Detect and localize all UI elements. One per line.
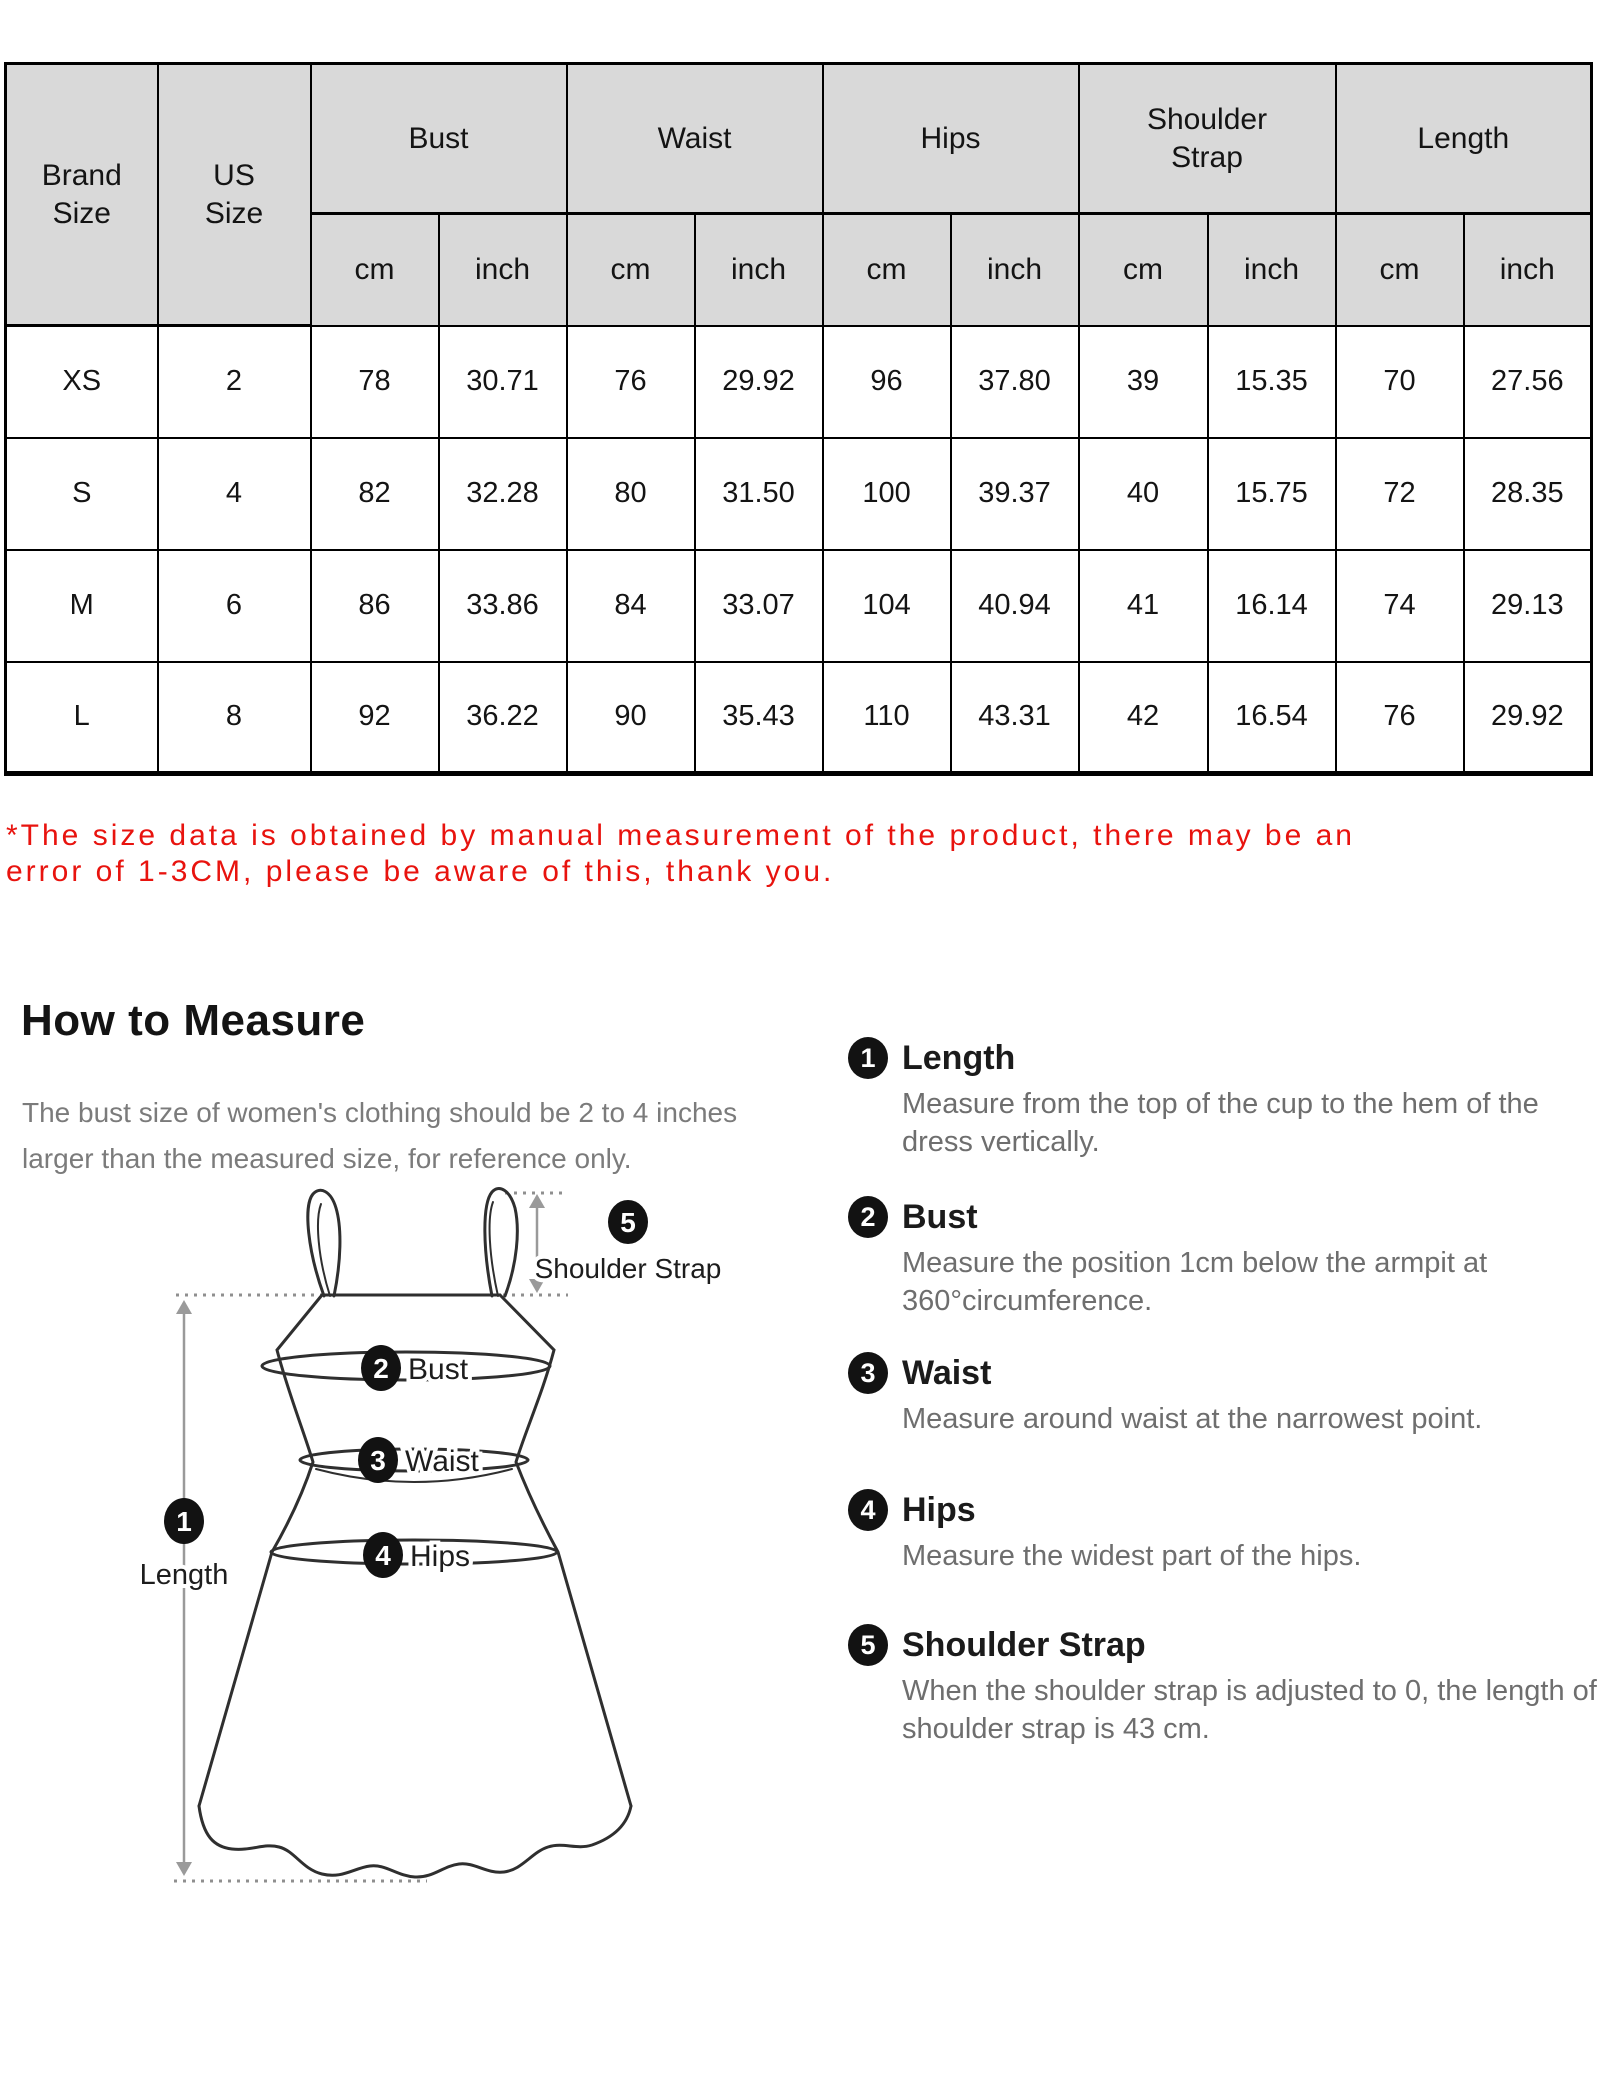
- svg-text:Bust: Bust: [408, 1353, 469, 1386]
- column-header-hips: Hips: [823, 64, 1079, 214]
- table-cell: 27.56: [1464, 326, 1592, 438]
- table-cell: 84: [567, 550, 695, 662]
- unit-header-cm: cm: [1079, 214, 1208, 326]
- table-cell: 100: [823, 438, 951, 550]
- table-cell: M: [6, 550, 158, 662]
- svg-text:Hips: Hips: [410, 1540, 471, 1573]
- table-cell: 92: [311, 662, 439, 774]
- table-cell: 43.31: [951, 662, 1079, 774]
- table-cell: 32.28: [439, 438, 567, 550]
- table-cell: 39.37: [951, 438, 1079, 550]
- table-cell: 31.50: [695, 438, 823, 550]
- column-header-length: Length: [1336, 64, 1592, 214]
- table-cell: L: [6, 662, 158, 774]
- measure-item-header: [848, 1195, 1600, 1239]
- measure-item-title: Hips: [902, 1490, 976, 1529]
- dress-strap-left: [308, 1190, 340, 1296]
- svg-text:3: 3: [370, 1445, 386, 1476]
- measure-item-hips: [848, 1488, 1600, 1575]
- measure-item-description: When the shoulder strap is adjusted to 0, the length of shoulder strap is 43 cm.: [902, 1675, 1597, 1745]
- column-header-brand-size: Brand Size: [6, 64, 158, 326]
- diagram-label-shoulder-strap: [535, 1200, 722, 1284]
- table-cell: 90: [567, 662, 695, 774]
- svg-text:Length: Length: [139, 1559, 229, 1591]
- measure-item-header: [848, 1036, 1600, 1080]
- table-cell: 76: [1336, 662, 1464, 774]
- svg-text:Waist: Waist: [405, 1445, 479, 1478]
- measure-item-description: Measure around waist at the narrowest point.: [902, 1403, 1483, 1435]
- table-cell: 29.92: [1464, 662, 1592, 774]
- measure-item-bust: [848, 1195, 1600, 1320]
- table-cell: 36.22: [439, 662, 567, 774]
- table-row-m: [6, 550, 1592, 662]
- table-cell: 16.14: [1208, 550, 1336, 662]
- table-cell: 33.86: [439, 550, 567, 662]
- table-header-row: [6, 64, 1592, 214]
- size-table: [4, 62, 1593, 776]
- table-cell: 110: [823, 662, 951, 774]
- svg-text:4: 4: [375, 1540, 391, 1571]
- table-cell: 72: [1336, 438, 1464, 550]
- measure-item-length: [848, 1036, 1600, 1161]
- measure-item-description: Measure the position 1cm below the armpit at 360°circumference.: [902, 1247, 1488, 1317]
- table-cell: 39: [1079, 326, 1208, 438]
- table-cell: 28.35: [1464, 438, 1592, 550]
- measure-item-header: [848, 1351, 1600, 1395]
- table-cell: 6: [158, 550, 311, 662]
- table-cell: 82: [311, 438, 439, 550]
- table-cell: 104: [823, 550, 951, 662]
- column-header-bust: Bust: [311, 64, 567, 214]
- measure-item-shoulder-strap: [848, 1623, 1600, 1748]
- measure-item-waist: [848, 1351, 1600, 1438]
- table-cell: 42: [1079, 662, 1208, 774]
- table-cell: 16.54: [1208, 662, 1336, 774]
- table-cell: 30.71: [439, 326, 567, 438]
- measure-item-header: [848, 1623, 1600, 1667]
- table-cell: 40: [1079, 438, 1208, 550]
- unit-header-cm: cm: [567, 214, 695, 326]
- table-cell: 15.75: [1208, 438, 1336, 550]
- step-number-badge: 1: [848, 1037, 888, 1079]
- how-to-measure-intro: The bust size of women's clothing should be 2 to 4 inches larger than the measured size, for reference only.: [22, 1097, 738, 1174]
- measure-item-title: Bust: [902, 1197, 978, 1236]
- table-cell: 35.43: [695, 662, 823, 774]
- table-cell: S: [6, 438, 158, 550]
- table-cell: 40.94: [951, 550, 1079, 662]
- column-header-shoulder-strap: Shoulder Strap: [1079, 64, 1336, 214]
- unit-header-inch: inch: [951, 214, 1079, 326]
- table-cell: 15.35: [1208, 326, 1336, 438]
- step-number-badge: 3: [848, 1352, 888, 1394]
- measure-item-title: Waist: [902, 1353, 992, 1392]
- table-cell: 74: [1336, 550, 1464, 662]
- unit-header-inch: inch: [1464, 214, 1592, 326]
- measure-item-description: Measure from the top of the cup to the hem of the dress vertically.: [902, 1088, 1539, 1158]
- table-cell: 29.92: [695, 326, 823, 438]
- table-cell: 8: [158, 662, 311, 774]
- table-cell: 4: [158, 438, 311, 550]
- table-row-l: [6, 662, 1592, 774]
- unit-header-cm: cm: [1336, 214, 1464, 326]
- measure-item-description: Measure the widest part of the hips.: [902, 1540, 1362, 1572]
- measurement-disclaimer: [6, 818, 1566, 890]
- measure-item-title: Length: [902, 1038, 1016, 1077]
- dress-measurement-diagram: [0, 1150, 800, 1940]
- svg-text:1: 1: [176, 1506, 192, 1537]
- size-table-section: [4, 62, 1590, 776]
- table-cell: 37.80: [951, 326, 1079, 438]
- table-cell: XS: [6, 326, 158, 438]
- measure-item-header: [848, 1488, 1600, 1532]
- table-row-s: [6, 438, 1592, 550]
- table-cell: 41: [1079, 550, 1208, 662]
- step-number-badge: 4: [848, 1489, 888, 1531]
- svg-text:Shoulder Strap: Shoulder Strap: [534, 1253, 722, 1284]
- bust-measure-line: [262, 1352, 550, 1380]
- step-number-badge: 5: [848, 1624, 888, 1666]
- disclaimer-line: *The size data is obtained by manual measurement of the product, there may be an: [6, 819, 1355, 852]
- table-cell: 2: [158, 326, 311, 438]
- unit-header-cm: cm: [311, 214, 439, 326]
- svg-text:5: 5: [620, 1207, 636, 1238]
- table-cell: 80: [567, 438, 695, 550]
- disclaimer-line: error of 1-3CM, please be aware of this, thank you.: [6, 855, 835, 888]
- table-cell: 70: [1336, 326, 1464, 438]
- measure-item-title: Shoulder Strap: [902, 1625, 1146, 1664]
- table-cell: 33.07: [695, 550, 823, 662]
- unit-header-inch: inch: [695, 214, 823, 326]
- table-cell: 76: [567, 326, 695, 438]
- unit-header-cm: cm: [823, 214, 951, 326]
- table-cell: 86: [311, 550, 439, 662]
- table-cell: 29.13: [1464, 550, 1592, 662]
- column-header-us-size: US Size: [158, 64, 311, 326]
- column-header-waist: Waist: [567, 64, 823, 214]
- table-cell: 96: [823, 326, 951, 438]
- dress-strap-right: [485, 1189, 517, 1296]
- unit-header-inch: inch: [1208, 214, 1336, 326]
- step-number-badge: 2: [848, 1196, 888, 1238]
- svg-text:2: 2: [373, 1353, 389, 1384]
- table-row-xs: [6, 326, 1592, 438]
- how-to-measure-title: How to Measure: [21, 996, 366, 1045]
- unit-header-inch: inch: [439, 214, 567, 326]
- diagram-label-waist: [358, 1437, 480, 1483]
- table-cell: 78: [311, 326, 439, 438]
